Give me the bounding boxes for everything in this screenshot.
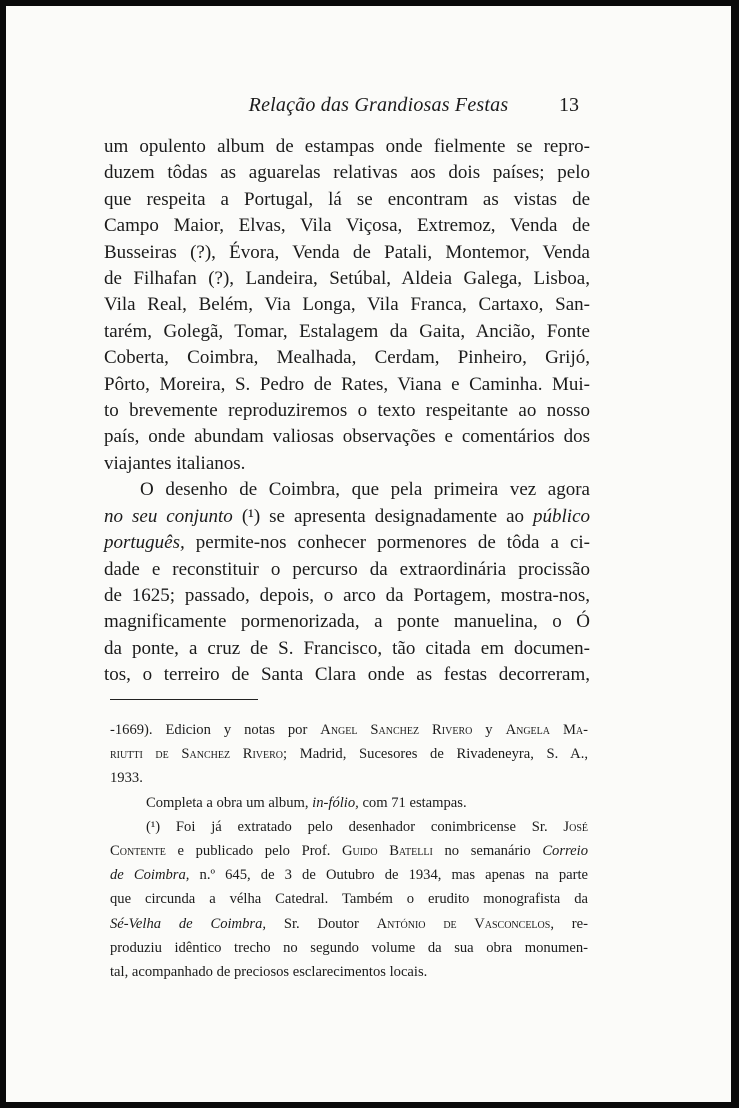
text-line: magnificamente pormenorizada, a ponte manuelina, o Ó [104,611,590,633]
book-page [6,6,731,1102]
text-run: e publicado pelo Prof. [165,843,343,860]
text-line: da ponte, a cruz de S. Francisco, tão citada em documen- [104,637,590,659]
footnote-line: produziu idêntico trecho no segundo volume da sua obra monumen- [110,939,588,956]
footnote-line [110,863,588,887]
footnote-line: tal, acompanhado de preciosos esclarecimentos locais. [110,964,428,981]
footnote-line [110,839,588,863]
footnote-ref: (¹) [241,505,261,527]
footnote-line: que circunda a vélha Catedral. Também o erudito monografista da [110,891,588,908]
author-name: Guido Batelli [342,843,433,860]
text-line: tos, o terreiro de Santa Clara onde as festas decorreram, [104,664,590,686]
text-run: ; Madrid, Sucesores de Rivadeneyra, S. A., [283,746,588,763]
paragraph-1 [104,134,590,477]
text-line: dade e reconstituir o percurso da extraordinária procissão [104,558,590,580]
italic-phrase: de Coimbra, [110,867,190,884]
page-number: 13 [559,94,579,116]
text-run: -1669). Edicion y notas por [110,722,321,738]
text-run: y [472,722,506,738]
italic-phrase: Correio [542,843,588,860]
author-name: Angela Ma- [505,722,588,738]
footnote-line [110,912,588,936]
text-line: O desenho de Coimbra, que pela primeira vez agora [140,479,590,501]
text-line: duzem tôdas as aguarelas relativas aos dois países; pelo [104,162,590,184]
text-line: um opulento album de estampas onde fielmente se repro- [104,136,590,157]
text-line: que respeita a Portugal, lá se encontram as vistas de [104,188,590,210]
main-text [104,134,590,689]
text-run: , re- [550,915,588,932]
italic-phrase: público [533,505,591,527]
text-line: Coberta, Coimbra, Mealhada, Cerdam, Pinheiro, Grijó, [104,347,590,369]
author-name: riutti de Sanchez Rivero [110,746,284,763]
text-run: com 71 estampas. [358,794,467,811]
text-run: (¹) Foi já extratado pelo desenhador conimbricense Sr. [146,818,564,835]
text-line: to brevemente reproduziremos o texto respeitante ao nosso [104,400,590,422]
footnote-divider [110,699,258,700]
text-line: país, onde abundam valiosas observações e comentários dos [104,426,590,448]
italic-phrase: no seu conjunto [104,505,233,527]
text-run: Sr. Doutor [266,915,377,932]
text-line: tarém, Golegã, Tomar, Estalagem da Gaita, Ancião, Fonte [104,320,590,342]
footnote-line [110,815,588,839]
text-line: Campo Maior, Elvas, Vila Viçosa, Extremoz, Venda de [104,215,590,237]
text-run: Completa a obra um album, [146,794,313,811]
footnote-line: 1933. [110,770,143,787]
text-line: Vila Real, Belém, Via Longa, Vila Franca, Cartaxo, San- [104,294,590,316]
text-run: se apresenta designadamente ao [260,505,534,527]
text-line: viajantes italianos. [104,452,246,474]
italic-phrase: português, [104,532,185,554]
text-line: de Filhafan (?), Landeira, Setúbal, Aldeia Galega, Lisboa, [104,268,590,290]
footnote-line [110,718,588,742]
text-line [104,530,590,556]
author-name: Contente [110,843,166,860]
text-run: permite-nos conhecer pormenores de tôda a ci- [184,532,590,554]
paragraph-2 [104,477,590,688]
text-run: n.º 645, de 3 de Outubro de 1934, mas apenas na parte [189,867,589,884]
text-line: Busseiras (?), Évora, Venda de Patali, Montemor, Venda [104,241,590,263]
footnote-line [110,742,588,766]
text-run: no semanário [432,843,543,860]
italic-phrase: in-fólio, [312,794,359,811]
author-name: José [563,818,588,835]
text-line: Pôrto, Moreira, S. Pedro de Rates, Viana e Caminha. Mui- [104,373,590,395]
text-line: de 1625; passado, depois, o arco da Portagem, mostra-nos, [104,584,590,606]
author-name: Angel Sanchez Rivero [320,722,473,738]
italic-phrase: Sé-Velha de Coimbra, [110,915,267,932]
footnote-line [110,791,588,815]
footnotes [110,718,588,984]
text-line [104,504,590,530]
page-header [6,94,731,124]
author-name: António de Vasconcelos [376,915,551,932]
running-title: Relação das Grandiosas Festas [248,94,509,116]
